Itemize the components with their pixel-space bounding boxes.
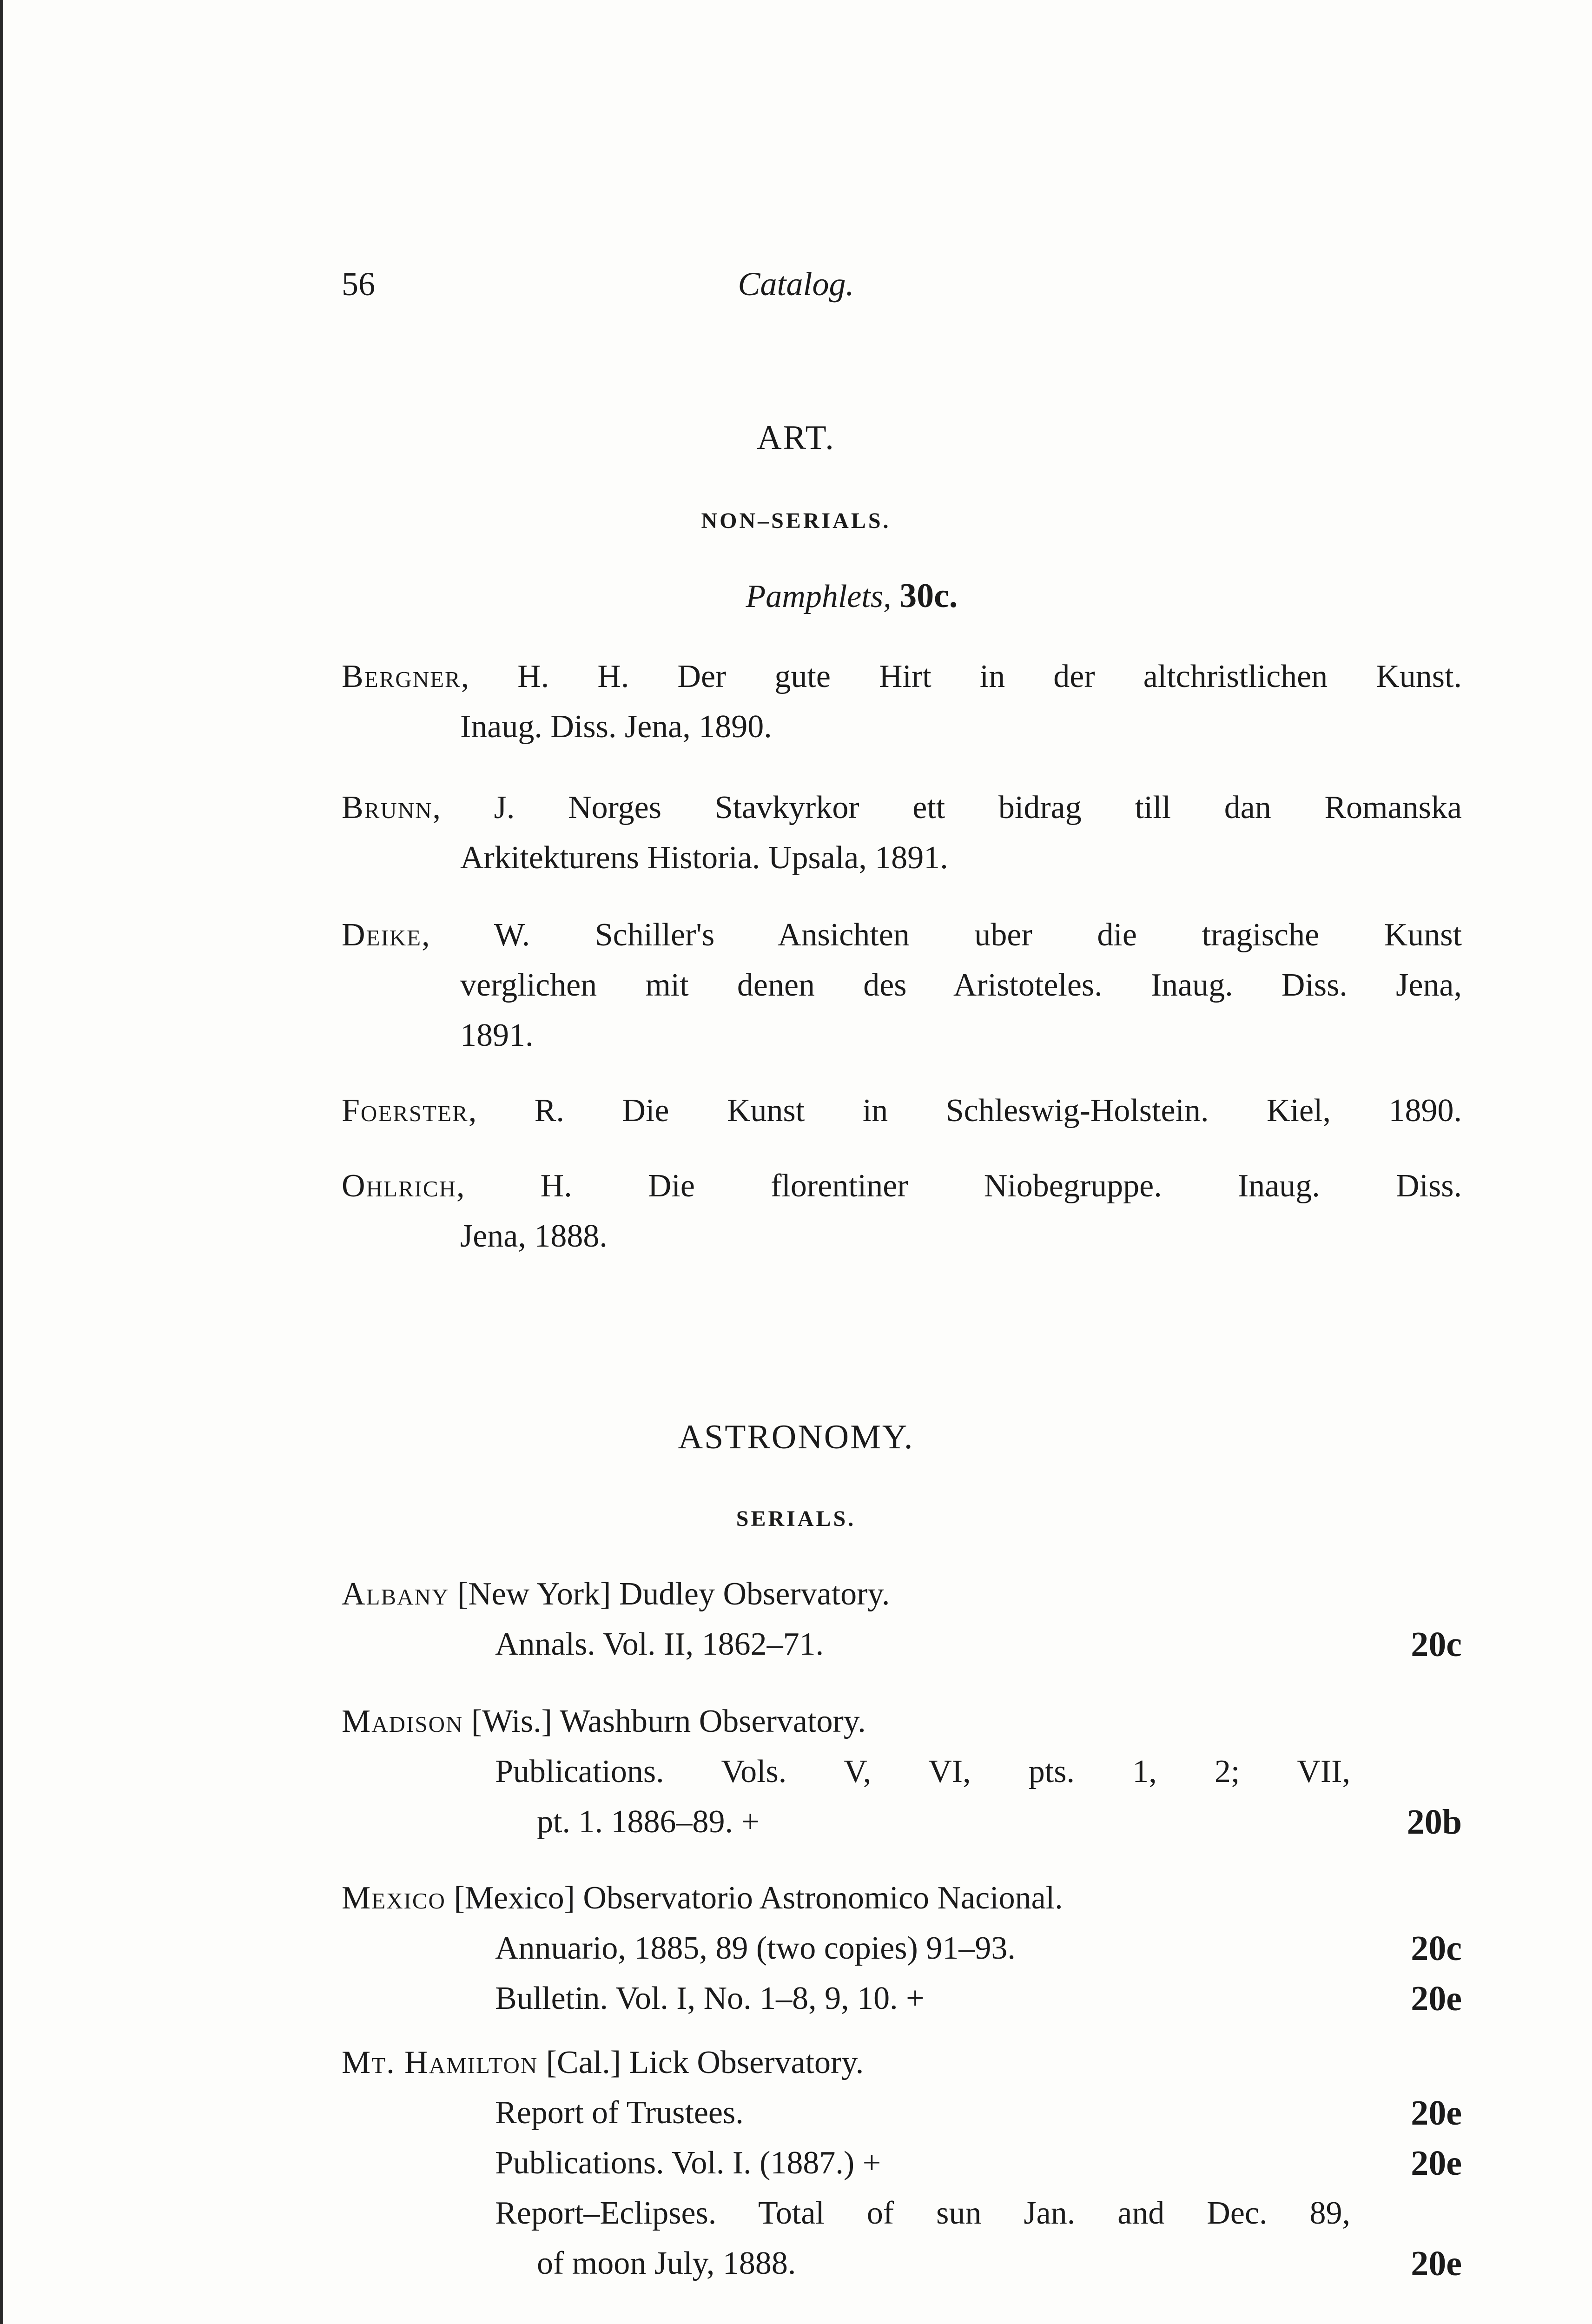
item-text: Report of Trustees. xyxy=(495,2095,744,2131)
item-row xyxy=(342,1797,1462,1847)
entry-item xyxy=(342,2188,1462,2289)
pamphlets-label: Pamphlets, xyxy=(746,579,892,614)
entry-author: Bergner xyxy=(342,659,461,694)
section-subtitle-nonserials: NON–SERIALS. xyxy=(701,508,891,533)
item-text: Report–Eclipses. Total of sun Jan. and Dec. 89, xyxy=(495,2195,1350,2231)
entry-continuation: Jena, 1888. xyxy=(460,1218,608,1254)
entry-text: [Cal.] Lick Observatory. xyxy=(538,2045,864,2080)
art-entry xyxy=(342,652,1462,752)
item-text: Publications. Vol. I. (1887.) + xyxy=(495,2145,881,2181)
entry-place: Madison xyxy=(342,1703,463,1739)
entry-first-line xyxy=(342,1569,1462,1619)
running-title: Catalog. xyxy=(738,265,854,303)
entry-author: Brunn xyxy=(342,790,433,825)
item-text: pt. 1. 1886–89. + xyxy=(537,1804,760,1840)
astronomy-entry xyxy=(342,1569,1462,1670)
item-text: Publications. Vols. V, VI, pts. 1, 2; VII, xyxy=(495,1754,1350,1789)
entry-first-line xyxy=(342,1873,1462,1923)
entry-text: , H. H. Der gute Hirt in der altchristlichen Kunst. xyxy=(461,659,1462,694)
astronomy-subtitle-block xyxy=(0,1506,1592,1532)
entry-author: Deike xyxy=(342,917,422,953)
astronomy-entry xyxy=(342,1873,1462,2024)
entry-place: Albany xyxy=(342,1576,449,1612)
entry-continuation: Inaug. Diss. Jena, 1890. xyxy=(460,709,772,745)
item-text: of moon July, 1888. xyxy=(537,2245,796,2281)
entry-continuation: 1891. xyxy=(460,1017,534,1053)
astronomy-entry xyxy=(342,1697,1462,1847)
entry-item xyxy=(342,1747,1462,1847)
entry-item xyxy=(342,1923,1462,1974)
pamphlets-price: 30c. xyxy=(899,577,958,615)
entry-item xyxy=(342,1974,1462,2024)
entry-item xyxy=(342,1619,1462,1670)
art-entry xyxy=(342,1161,1462,1261)
item-price: 20c xyxy=(1411,1929,1462,1968)
art-subtitle-block xyxy=(0,508,1592,534)
entry-text: , R. Die Kunst in Schleswig-Holstein. Kiel, 1890. xyxy=(468,1093,1462,1129)
item-text: Bulletin. Vol. I, No. 1–8, 9, 10. + xyxy=(495,1981,925,2016)
entry-text: , W. Schiller's Ansichten uber die tragische Kunst xyxy=(422,917,1462,953)
item-price: 20e xyxy=(1411,1979,1462,2018)
entry-first-line xyxy=(342,1086,1462,1136)
astronomy-entry xyxy=(342,2038,1462,2289)
section-subtitle-serials: SERIALS. xyxy=(736,1506,856,1531)
item-price: 20e xyxy=(1411,2244,1462,2283)
entry-first-line xyxy=(342,1697,1462,1747)
entry-text: [Wis.] Washburn Observatory. xyxy=(463,1703,866,1739)
item-price: 20e xyxy=(1411,2093,1462,2133)
page-header xyxy=(0,265,1592,311)
astronomy-section-heading xyxy=(0,1418,1592,1457)
entry-text: [New York] Dudley Observatory. xyxy=(449,1576,890,1612)
item-text: Annuario, 1885, 89 (two copies) 91–93. xyxy=(495,1930,1016,1966)
pamphlets-line xyxy=(0,576,1592,616)
pamphlets-heading xyxy=(112,576,1592,616)
art-entry xyxy=(342,910,1462,1061)
item-price: 20b xyxy=(1407,1802,1462,1842)
entry-first-line xyxy=(342,2038,1462,2088)
entry-continuation: verglichen mit denen des Aristoteles. Inaug. Diss. Jena, xyxy=(460,967,1462,1003)
item-price: 20e xyxy=(1411,2144,1462,2183)
art-section-heading xyxy=(0,418,1592,458)
entry-continuation: Arkitekturens Historia. Upsala, 1891. xyxy=(460,840,948,876)
entry-place: Mexico xyxy=(342,1880,446,1916)
entry-first-line xyxy=(342,783,1462,833)
item-price: 20c xyxy=(1411,1625,1462,1664)
section-title-astronomy: ASTRONOMY. xyxy=(678,1418,914,1456)
item-text: Annals. Vol. II, 1862–71. xyxy=(495,1626,824,1662)
entry-author: Ohlrich xyxy=(342,1168,456,1204)
page-edge xyxy=(0,0,3,2324)
entry-first-line xyxy=(342,910,1462,960)
art-entry xyxy=(342,1086,1462,1136)
page-number: 56 xyxy=(342,265,375,303)
entry-text: , J. Norges Stavkyrkor ett bidrag till dan Romanska xyxy=(432,790,1462,825)
entry-author: Foerster xyxy=(342,1093,469,1129)
entry-item xyxy=(342,2088,1462,2138)
entry-item xyxy=(342,2138,1462,2188)
entry-text: [Mexico] Observatorio Astronomico Nacional. xyxy=(445,1880,1063,1916)
entry-first-line xyxy=(342,652,1462,702)
section-title-art: ART. xyxy=(757,419,835,457)
entry-place: Mt. Hamilton xyxy=(342,2045,538,2080)
art-entry xyxy=(342,783,1462,883)
entry-text: , H. Die florentiner Niobegruppe. Inaug. Diss. xyxy=(456,1168,1462,1204)
entry-first-line xyxy=(342,1161,1462,1211)
item-row xyxy=(342,2238,1462,2289)
